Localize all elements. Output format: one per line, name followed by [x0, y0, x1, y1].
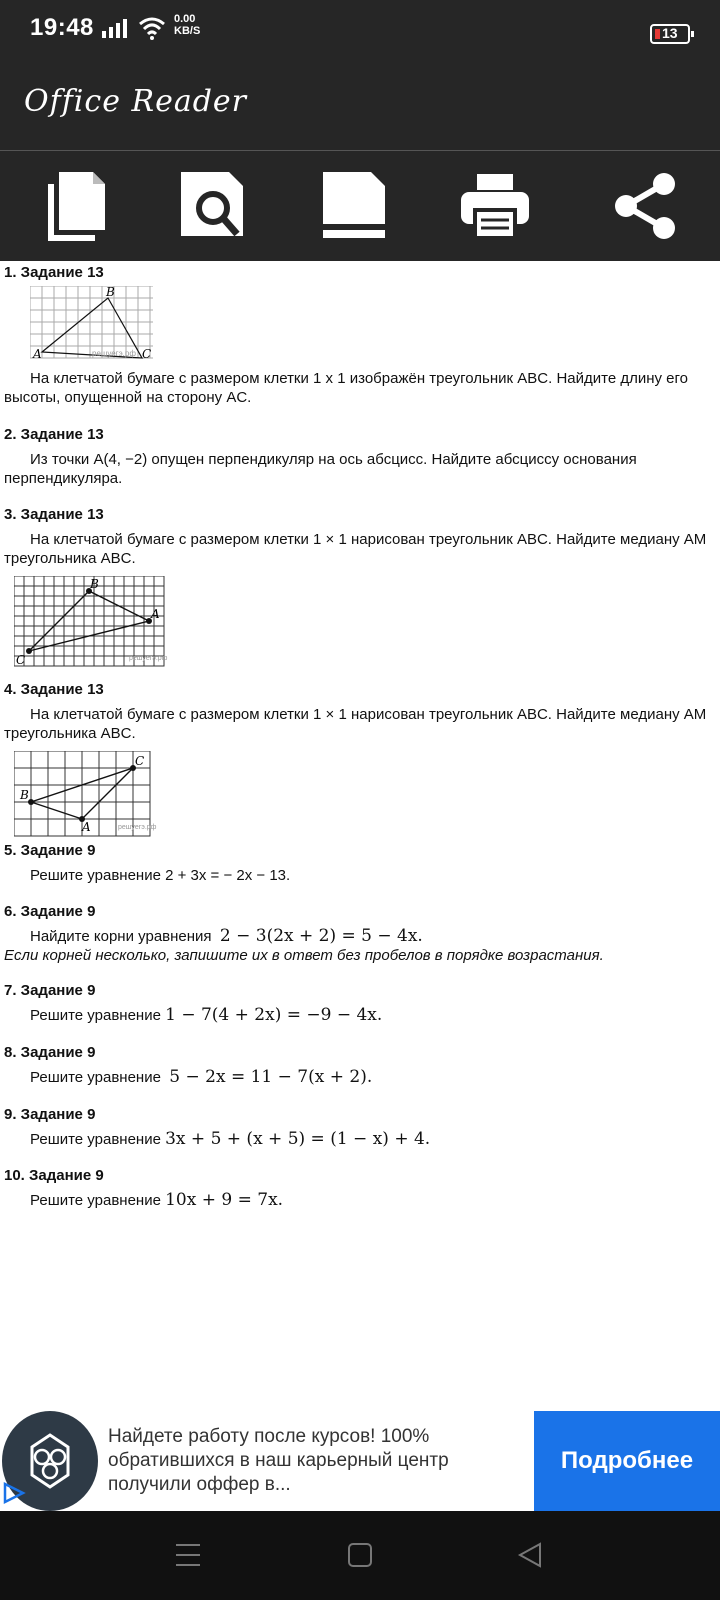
- task-title: 9. Задание 9: [4, 1106, 96, 1123]
- fig4-label-a: A: [82, 820, 91, 834]
- task-equation: 1 − 7(4 + 2x) = −9 − 4x.: [165, 1005, 383, 1025]
- task-2: [4, 425, 712, 488]
- task-text: На клетчатой бумаге с размером клетки 1 × 1 нарисован треугольник ABC. Найдите медиану AM треугольника ABC.: [4, 531, 707, 567]
- figure-triangle-1: [30, 286, 156, 362]
- back-button[interactable]: [510, 1537, 550, 1573]
- task-prefix: Решите уравнение: [30, 1069, 161, 1086]
- share-icon: [614, 172, 678, 240]
- task-8: [4, 1043, 712, 1087]
- fig3-label-b: B: [90, 577, 99, 591]
- wifi-icon: [138, 16, 166, 40]
- document-button[interactable]: [318, 169, 390, 243]
- share-button[interactable]: [610, 169, 682, 243]
- battery-icon: 13: [650, 24, 690, 44]
- ad-more-button[interactable]: Подробнее: [534, 1411, 720, 1511]
- task-title: 8. Задание 9: [4, 1044, 96, 1061]
- print-button[interactable]: [459, 169, 531, 243]
- task-10: [4, 1166, 712, 1210]
- back-icon: [516, 1541, 544, 1569]
- copy-button[interactable]: [36, 169, 108, 243]
- menu-icon: [174, 1542, 202, 1568]
- task-title: 3. Задание 13: [4, 506, 104, 523]
- app-bar: [0, 56, 720, 151]
- search-document-button[interactable]: [176, 169, 248, 243]
- fig1-watermark: решуегэ.рф: [92, 349, 136, 358]
- task-title: 10. Задание 9: [4, 1167, 104, 1184]
- task-equation: 10x + 9 = 7x.: [165, 1190, 284, 1210]
- status-bar: [0, 0, 720, 56]
- task-prefix: Решите уравнение: [30, 1131, 161, 1148]
- figure-triangle-3: [14, 576, 174, 672]
- task-text: Из точки A(4, −2) опущен перпендикуляр на ось абсцисс. Найдите абсциссу основания перпендикуляра.: [4, 451, 637, 487]
- task-text: Решите уравнение 2 + 3x = − 2x − 13.: [30, 867, 291, 884]
- task-4: [4, 680, 712, 743]
- task-1: [4, 263, 712, 282]
- fig4-label-c: C: [135, 754, 145, 768]
- print-icon: [459, 170, 531, 242]
- task-prefix: Решите уравнение: [30, 1007, 161, 1024]
- task-1-body: [4, 369, 712, 407]
- task-6: [4, 902, 712, 965]
- ad-choices-icon[interactable]: [2, 1481, 26, 1505]
- fig3-watermark: решуегэ.рф: [129, 655, 168, 662]
- task-title: 2. Задание 13: [4, 426, 104, 443]
- app-title: Office Reader: [24, 84, 248, 119]
- copy-icon: [37, 170, 107, 242]
- task-equation: 2 − 3(2x + 2) = 5 − 4x.: [219, 926, 423, 946]
- toolbar: [0, 151, 720, 261]
- fig1-label-a: A: [33, 347, 42, 361]
- task-title: 6. Задание 9: [4, 903, 96, 920]
- navigation-bar: [0, 1511, 720, 1600]
- ad-banner[interactable]: [0, 1411, 720, 1511]
- task-text: На клетчатой бумаге с размером клетки 1 x 1 изображён треугольник ABC. Найдите длину его высоты, опущенной на сторону AC.: [4, 370, 689, 406]
- task-title: 5. Задание 9: [4, 842, 96, 859]
- fig3-label-c: C: [16, 653, 26, 667]
- network-rate: 0.00 KB/S: [174, 13, 201, 37]
- task-prefix: Решите уравнение: [30, 1192, 161, 1209]
- task-title: 1. Задание 13: [4, 264, 104, 281]
- task-note: Если корней несколько, запишите их в ответ без пробелов в порядке возрастания.: [4, 947, 604, 964]
- status-time: 19:48: [30, 14, 94, 41]
- fig3-label-a: A: [151, 607, 160, 621]
- home-icon: [347, 1542, 373, 1568]
- fig1-label-b: B: [106, 286, 115, 299]
- ad-text[interactable]: Найдете работу после курсов! 100% обратившихся в наш карьерный центр получили оффер в...: [108, 1426, 449, 1495]
- search-document-icon: [177, 170, 247, 242]
- fig1-label-c: C: [142, 347, 152, 361]
- recents-button[interactable]: [168, 1537, 208, 1573]
- fig4-label-b: B: [20, 788, 29, 802]
- task-equation: 3x + 5 + (x + 5) = (1 − x) + 4.: [165, 1129, 431, 1149]
- document-view[interactable]: [0, 261, 720, 1411]
- task-equation: 5 − 2x = 11 − 7(x + 2).: [169, 1067, 373, 1087]
- task-7: [4, 981, 712, 1025]
- task-title: 4. Задание 13: [4, 681, 104, 698]
- signal-icon: [102, 18, 130, 38]
- task-9: [4, 1105, 712, 1149]
- task-prefix: Найдите корни уравнения: [30, 928, 212, 945]
- task-text: На клетчатой бумаге с размером клетки 1 × 1 нарисован треугольник ABC. Найдите медиану AM треугольника ABC.: [4, 706, 707, 742]
- task-5: [4, 841, 712, 885]
- figure-triangle-4: [14, 751, 164, 839]
- home-button[interactable]: [340, 1537, 380, 1573]
- task-3: [4, 505, 712, 568]
- task-title: 7. Задание 9: [4, 982, 96, 999]
- document-icon: [319, 170, 389, 242]
- fig4-watermark: решуегэ.рф: [118, 824, 157, 831]
